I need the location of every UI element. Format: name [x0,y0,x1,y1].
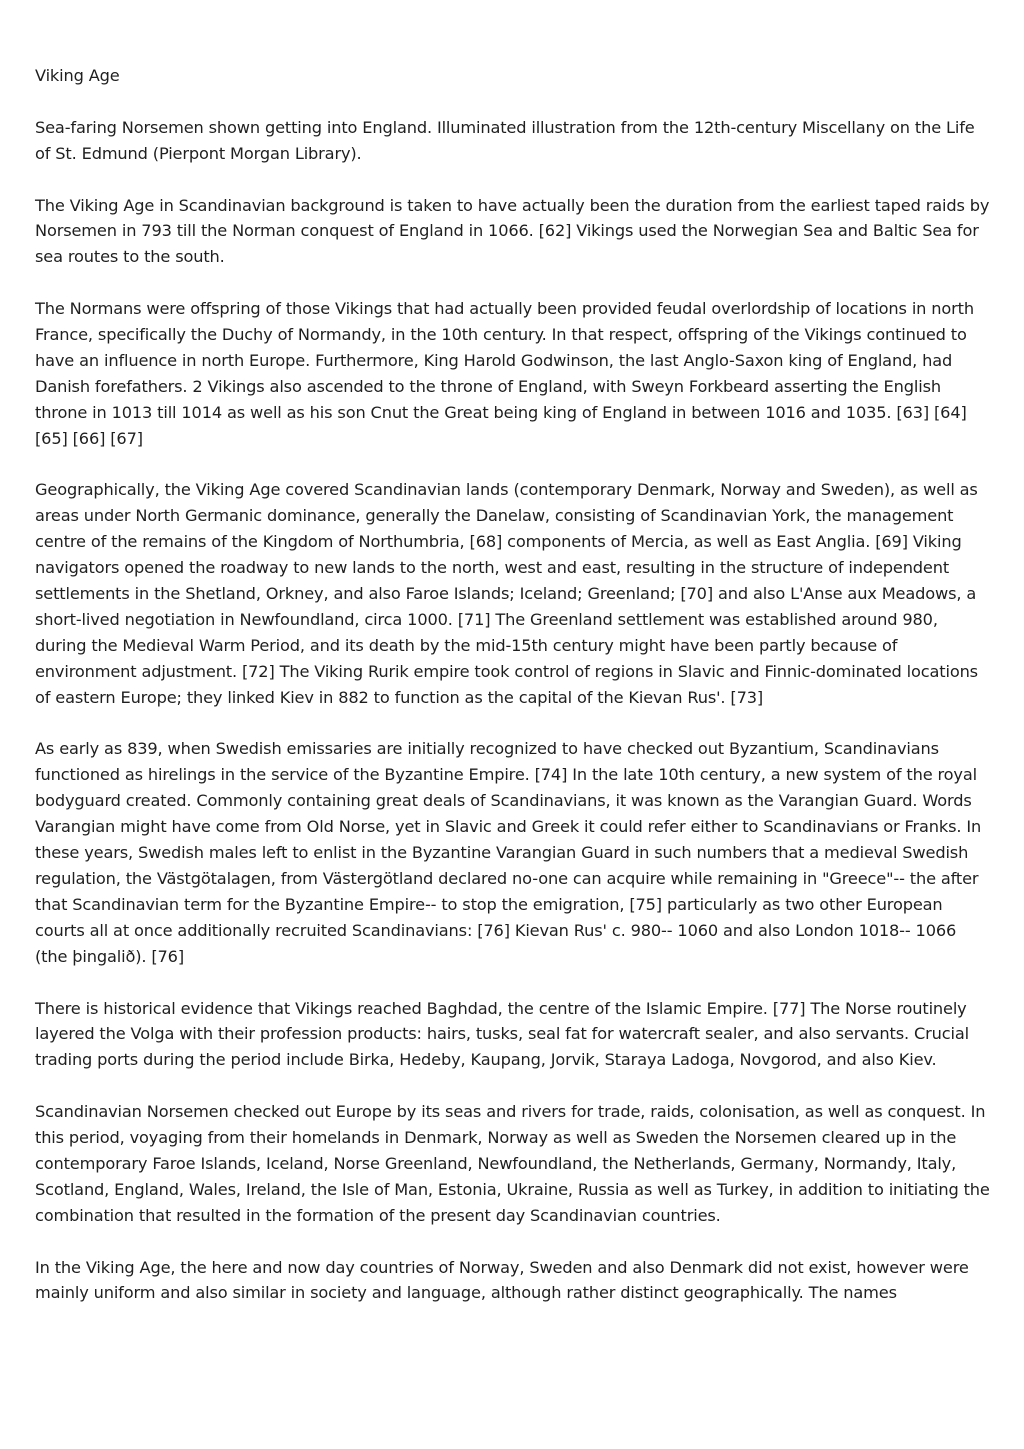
document-title: Viking Age [35,66,120,85]
paragraph: Geographically, the Viking Age covered Scandinavian lands (contemporary Denmark, Norway and Sweden), as well as areas under North Germanic dominance, generally the Danelaw, consisting of Scandinavian York, the management centre of the remains of the Kingdom of Northumbria, [68] components of Mercia, as well as East Anglia. [69] Viking navigators opened the roadway to new lands to the north, west and east, resulting in the structure of independent settlements in the Shetland, Orkney, and also Faroe Islands; Iceland; Greenland; [70] and also L'Anse aux Meadows, a short-lived negotiation in Newfoundland, circa 1000. [71] The Greenland settlement was established around 980, during the Medieval Warm Period, and its death by the mid-15th century might have been partly because of environment adjustment. [72] The Viking Rurik empire took control of regions in Slavic and Finnic-dominated locations of eastern Europe; they linked Kiev in 882 to function as the capital of the Kievan Rus'. [73] [35,480,978,707]
paragraph: Scandinavian Norsemen checked out Europe by its seas and rivers for trade, raids, colonisation, as well as conquest. In this period, voyaging from their homelands in Denmark, Norway as well as Sweden the Norsemen cleared up in the contemporary Faroe Islands, Iceland, Norse Greenland, Newfoundland, the Netherlands, Germany, Normandy, Italy, Scotland, England, Wales, Ireland, the Isle of Man, Estonia, Ukraine, Russia as well as Turkey, in addition to initiating the combination that resulted in the formation of the present day Scandinavian countries. [35,1102,990,1225]
paragraph: In the Viking Age, the here and now day countries of Norway, Sweden and also Denmark did not exist, however were mainly uniform and also similar in society and language, although rather distinct geographically. The names [35,1257,969,1303]
paragraph: As early as 839, when Swedish emissaries are initially recognized to have checked out Byzantium, Scandinavians functioned as hirelings in the service of the Byzantine Empire. [74] In the late 10th century, a new system of the royal bodyguard created. Commonly containing great deals of Scandinavians, it was known as the Varangian Guard. Words Varangian might have come from Old Norse, yet in Slavic and Greek it could refer either to Scandinavians or Franks. In these years, Swedish males left to enlist in the Byzantine Varangian Guard in such numbers that a medieval Swedish regulation, the Västgötalagen, from Västergötland declared no-one can acquire while remaining in "Greece"-- the after that Scandinavian term for the Byzantine Empire-- to stop the emigration, [75] particularly as two other European courts all at once additionally recruited Scandinavians: [76] Kievan Rus' c. 980-- 1060 and also London 1018-- 1066 (the þingalið). [76] [35,739,982,966]
document-page [35,63,993,1332]
paragraph: The Normans were offspring of those Vikings that had actually been provided feudal overlordship of locations in north France, specifically the Duchy of Normandy, in the 10th century. In that respect, offspring of the Vikings continued to have an influence in north Europe. Furthermore, King Harold Godwinson, the last Anglo-Saxon king of England, had Danish forefathers. 2 Vikings also ascended to the throne of England, with Sweyn Forkbeard asserting the English throne in 1013 till 1014 as well as his son Cnut the Great being king of England in between 1016 and 1035. [63] [64] [65] [66] [67] [35,299,974,448]
paragraph: The Viking Age in Scandinavian background is taken to have actually been the duration from the earliest taped raids by Norsemen in 793 till the Norman conquest of England in 1066. [62] Vikings used the Norwegian Sea and Baltic Sea for sea routes to the south. [35,195,990,267]
paragraph: Sea-faring Norsemen shown getting into England. Illuminated illustration from the 12th-century Miscellany on the Life of St. Edmund (Pierpont Morgan Library). [35,117,975,163]
paragraph: There is historical evidence that Vikings reached Baghdad, the centre of the Islamic Empire. [77] The Norse routinely layered the Volga with their profession products: hairs, tusks, seal fat for watercraft sealer, and also servants. Crucial trading ports during the period include Birka, Hedeby, Kaupang, Jorvik, Staraya Ladoga, Novgorod, and also Kiev. [35,998,969,1070]
